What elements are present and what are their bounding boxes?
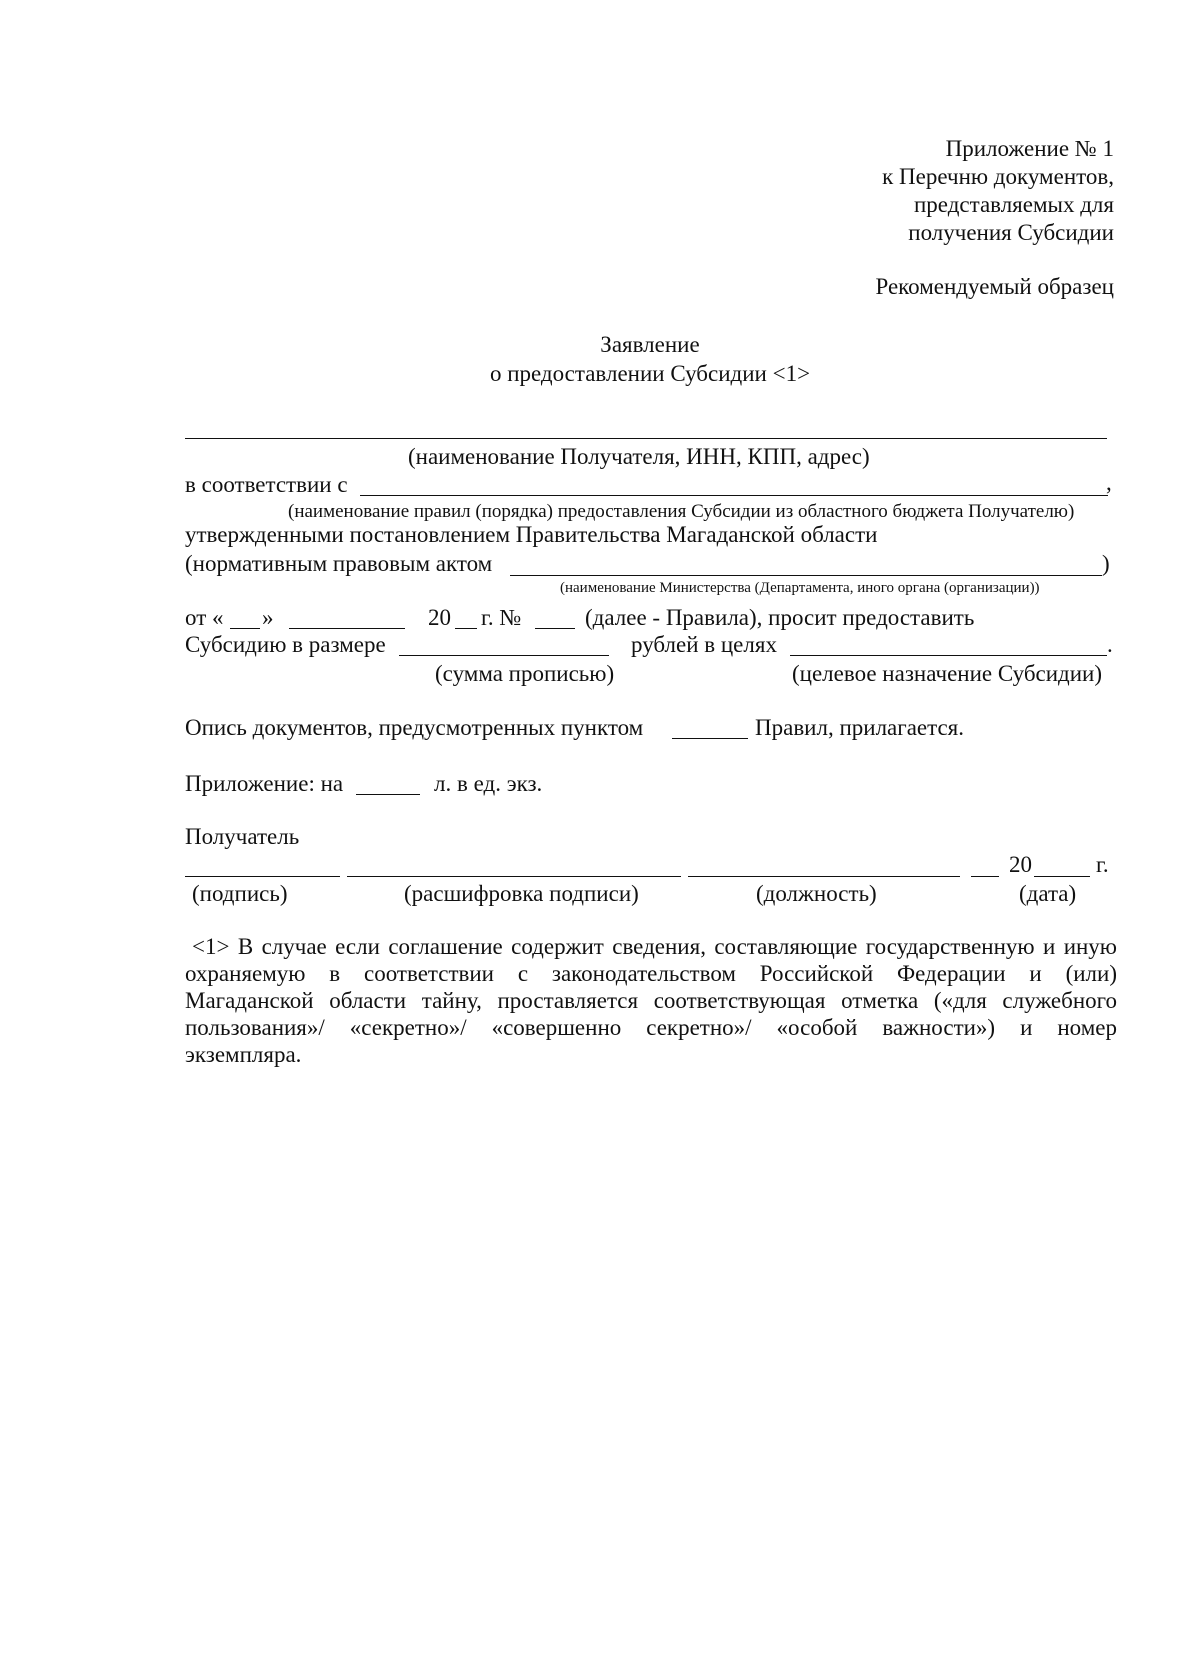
sign-year-suffix: г. (1096, 852, 1109, 877)
rules-caption: (наименование правил (порядка) предоставления Субсидии из областного бюджета Получателю) (288, 501, 1075, 522)
subsidy-amount-field[interactable] (399, 655, 609, 656)
normative-act-field[interactable] (510, 575, 1102, 576)
decoding-caption: (расшифровка подписи) (404, 881, 639, 906)
normative-act-label: (нормативным правовым актом (185, 551, 493, 576)
period: . (1107, 632, 1113, 657)
footnote-line-4: пользования»/ «секретно»/ «совершенно секретно»/ «особой важности») и номер (185, 1015, 1117, 1040)
appendix-reference-2: представляемых для (913, 192, 1114, 217)
date-year-field[interactable] (1034, 876, 1090, 877)
inventory-clause-field[interactable] (672, 738, 748, 739)
inventory-text: Опись документов, предусмотренных пунктом (185, 715, 644, 740)
number-label: г. № (481, 605, 522, 630)
subsidy-purpose-field[interactable] (790, 655, 1107, 656)
recipient-label: Получатель (185, 824, 300, 849)
closing-parenthesis: ) (1102, 551, 1110, 576)
rules-reference-text: (далее - Правила), просит предоставить (585, 605, 975, 630)
rubles-label: рублей в целях (631, 632, 777, 657)
inventory-suffix: Правил, прилагается. (755, 715, 964, 740)
date-caption: (дата) (1019, 881, 1077, 906)
amount-caption: (сумма прописью) (435, 661, 615, 686)
approved-by-text: утвержденными постановлением Правительства Магаданской области (185, 522, 878, 547)
attachment-suffix: л. в ед. экз. (434, 771, 543, 796)
day-field[interactable] (230, 628, 260, 629)
footnote-line-3: Магаданской области тайну, проставляется соответствующая отметка («для служебного (185, 988, 1117, 1013)
rules-name-field[interactable] (360, 495, 1108, 496)
attachment-sheets-field[interactable] (356, 794, 420, 795)
accordance-label: в соответствии с (185, 472, 348, 497)
footnote-line-5: экземпляра. (185, 1042, 302, 1067)
signature-caption: (подпись) (192, 881, 288, 906)
document-title: Заявление (600, 332, 700, 357)
position-field[interactable] (688, 876, 960, 877)
appendix-reference: к Перечню документов, (882, 164, 1114, 189)
recommended-sample-label: Рекомендуемый образец (875, 274, 1114, 299)
purpose-caption: (целевое назначение Субсидии) (792, 661, 1103, 686)
signature-decoding-field[interactable] (347, 876, 681, 877)
subsidy-amount-label: Субсидию в размере (185, 632, 386, 657)
sign-year-prefix: 20 (1009, 852, 1032, 877)
comma: , (1106, 470, 1112, 495)
from-label: от « (185, 605, 224, 630)
recipient-caption: (наименование Получателя, ИНН, КПП, адрес) (408, 444, 870, 469)
year-prefix: 20 (428, 605, 451, 630)
footnote-line-2: охраняемую в соответствии с законодательством Российской Федерации и (или) (185, 961, 1117, 986)
year-field[interactable] (455, 628, 477, 629)
document-subtitle: о предоставлении Субсидии <1> (489, 361, 811, 386)
footnote-line-1: <1> В случае если соглашение содержит сведения, составляющие государственную и иную (192, 934, 1117, 959)
appendix-reference-3: получения Субсидии (908, 220, 1114, 245)
number-field[interactable] (535, 628, 575, 629)
position-caption: (должность) (756, 881, 877, 906)
recipient-name-field[interactable] (185, 438, 1107, 439)
attachment-label: Приложение: на (185, 771, 344, 796)
month-field[interactable] (289, 628, 405, 629)
ministry-caption: (наименование Министерства (Департамента, иного органа (организации)) (560, 580, 1040, 596)
date-day-field[interactable] (971, 876, 999, 877)
signature-field[interactable] (185, 876, 340, 877)
appendix-number: Приложение № 1 (945, 136, 1114, 161)
quote-close: » (262, 605, 274, 630)
